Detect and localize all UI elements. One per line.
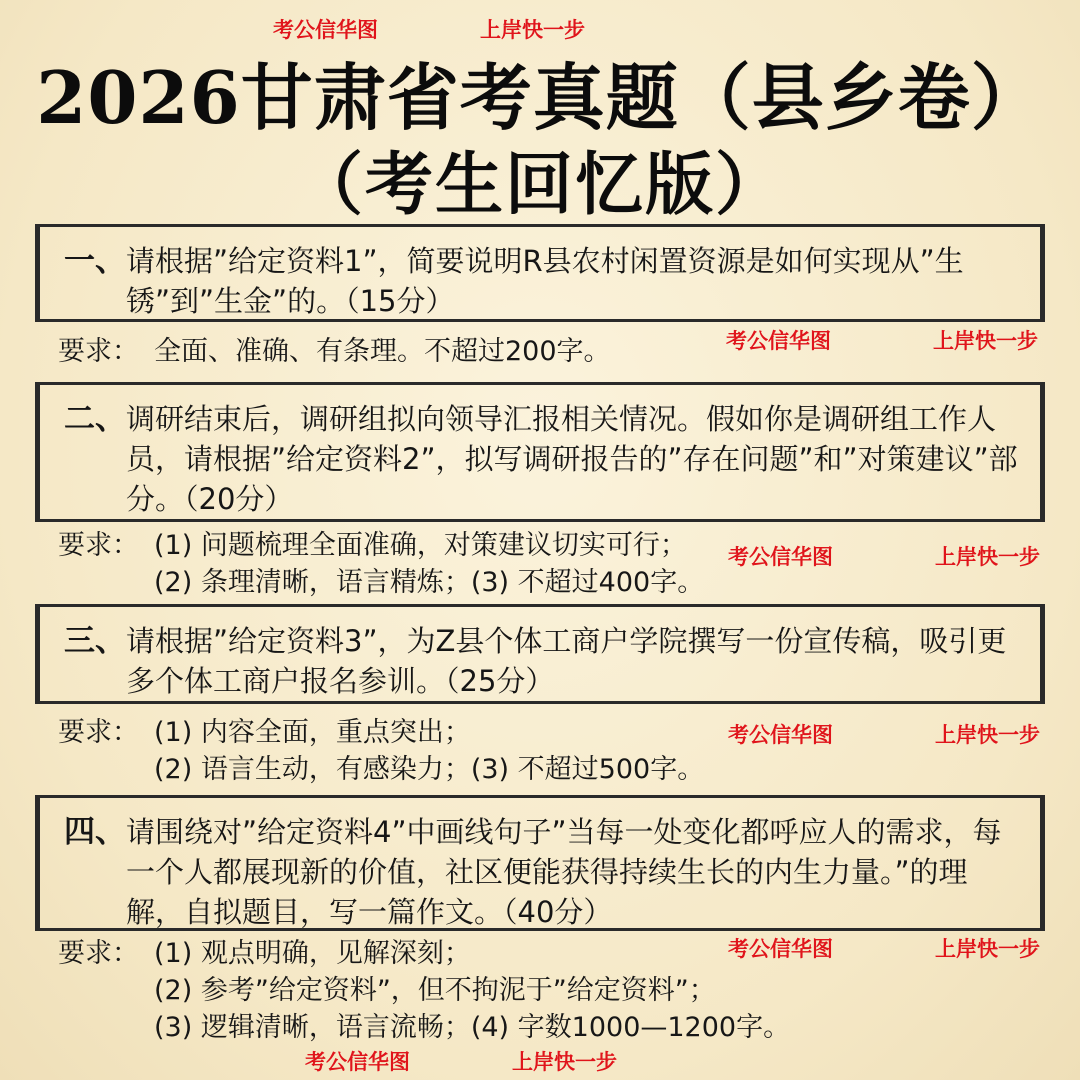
question-box-3 <box>35 604 1045 704</box>
question-number: 二、 <box>64 401 126 437</box>
question-number: 三、 <box>64 623 126 659</box>
requirement-item: (2) 参考”给定资料”，但不拘泥于”给定资料”； <box>154 975 716 1006</box>
watermark-right: 上岸快一步 <box>935 545 1040 569</box>
requirement-item: (1) 问题梳理全面准确，对策建议切实可行； <box>154 530 687 561</box>
watermark-right: 上岸快一步 <box>512 1050 617 1074</box>
requirements-label: 要求： <box>58 938 139 969</box>
requirements-label: 要求： <box>58 336 139 367</box>
question-text: 请根据”给定资料3”，为Z县个体工商户学院撰写一份宣传稿，吸引更多个体工商户报名参训。（25分） <box>126 624 1007 698</box>
question-text: 请根据”给定资料1”，简要说明R县农村闲置资源是如何实现从”生锈”到”生金”的。（15分） <box>126 244 964 318</box>
page-subtitle: （考生回忆版） <box>294 145 785 225</box>
watermark-right: 上岸快一步 <box>935 723 1040 747</box>
requirements-3 <box>58 714 704 788</box>
question-box-1 <box>35 224 1045 322</box>
requirements-4 <box>58 935 790 1046</box>
question-box-2 <box>35 382 1045 522</box>
requirements-1 <box>58 333 611 370</box>
watermark-right: 上岸快一步 <box>933 329 1038 353</box>
question-text: 调研结束后，调研组拟向领导汇报相关情况。假如你是调研组工作人员，请根据”给定资料2”，拟写调研报告的”存在问题”和”对策建议”部分。（20分） <box>126 402 1018 516</box>
requirement-item: (1) 观点明确，见解深刻； <box>154 938 471 969</box>
watermark-left: 考公信华图 <box>726 329 831 353</box>
watermark-right: 上岸快一步 <box>935 937 1040 961</box>
requirements-label: 要求： <box>58 717 139 748</box>
requirement-item: (3) 逻辑清晰，语言流畅；(4) 字数1000—1200字。 <box>154 1012 791 1043</box>
requirement-item: (2) 条理清晰，语言精炼；(3) 不超过400字。 <box>154 567 705 598</box>
watermark-left: 考公信华图 <box>273 18 378 42</box>
question-box-4 <box>35 795 1045 931</box>
watermark-right: 上岸快一步 <box>480 18 585 42</box>
question-number: 一、 <box>64 243 126 279</box>
page-title: 2026甘肃省考真题（县乡卷） <box>36 55 1044 140</box>
requirement-item: 全面、准确、有条理。不超过200字。 <box>154 336 611 367</box>
requirements-label: 要求： <box>58 530 139 561</box>
requirement-item: (1) 内容全面，重点突出； <box>154 717 471 748</box>
watermark-left: 考公信华图 <box>728 937 833 961</box>
requirement-item: (2) 语言生动，有感染力；(3) 不超过500字。 <box>154 754 705 785</box>
watermark-left: 考公信华图 <box>728 545 833 569</box>
question-text: 请围绕对”给定资料4”中画线句子”当每一处变化都呼应人的需求，每一个人都展现新的价值，社区便能获得持续生长的内生力量。”的理解，自拟题目，写一篇作文。（40分） <box>126 815 1002 929</box>
question-number: 四、 <box>64 814 126 850</box>
requirements-2 <box>58 527 704 601</box>
watermark-left: 考公信华图 <box>728 723 833 747</box>
watermark-left: 考公信华图 <box>305 1050 410 1074</box>
